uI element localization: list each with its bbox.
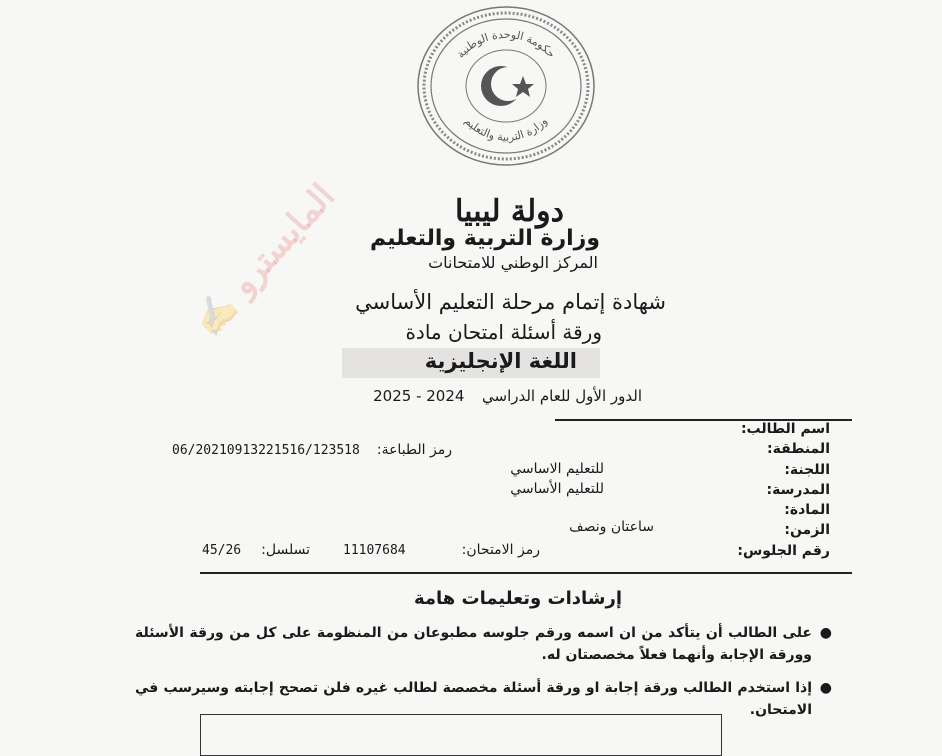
- government-seal-icon: [415, 4, 597, 168]
- round-label: الدور الأول للعام الدراسي: [482, 387, 642, 405]
- print-code-label: رمز الطباعة:: [376, 442, 452, 458]
- svg-text:وزارة التربية والتعليم: وزارة التربية والتعليم: [462, 114, 550, 144]
- student-name-label: اسم الطالب:: [740, 421, 830, 437]
- bullet-icon: ●: [819, 680, 832, 696]
- time-label: الزمن:: [784, 522, 830, 538]
- state-name: دولة ليبيا: [455, 194, 564, 229]
- exam-code-value: 11107684: [343, 543, 406, 558]
- instructions-title: إرشادات وتعليمات هامة: [413, 588, 622, 609]
- instruction-item: [135, 622, 832, 666]
- school-label: المدرسة:: [766, 482, 830, 498]
- instruction-text: على الطالب أن يتأكد من ان اسمه ورقم جلوسه مطبوعان من المنظومة على كل من ورقة الأسئلة وورقة الإجابة وأنهما فعلاً مخصصتان له.: [135, 625, 812, 663]
- time-value: ساعتان ونصف: [569, 519, 654, 535]
- watermark: المايسترو ✍: [186, 176, 343, 344]
- region-label: المنطقة:: [767, 441, 830, 457]
- serial-label: تسلسل:: [261, 542, 310, 558]
- subject-name: اللغة الإنجليزية: [424, 349, 577, 373]
- committee-label: اللجنة:: [784, 462, 830, 478]
- exam-center-name: المركز الوطني للامتحانات: [428, 253, 598, 272]
- academic-year: 2025 - 2024: [373, 387, 465, 405]
- certificate-subtitle: ورقة أسئلة امتحان مادة: [405, 320, 602, 344]
- print-code-value: 06/20210913221516/123518: [172, 443, 360, 458]
- bullet-icon: ●: [819, 625, 832, 641]
- committee-value: للتعليم الاساسي: [510, 461, 604, 477]
- subject-label: المادة:: [784, 502, 830, 518]
- exam-code-label: رمز الامتحان:: [461, 542, 540, 558]
- instruction-text: إذا استخدم الطالب ورقة إجابة او ورقة أسئلة مخصصة لطالب غيره فلن تصحح إجابته وسيرسب في الامتحان.: [135, 680, 812, 718]
- svg-text:حكومة الوحدة الوطنية: حكومة الوحدة الوطنية: [453, 27, 559, 61]
- ministry-name: وزارة التربية والتعليم: [370, 226, 600, 251]
- serial-value: 45/26: [202, 543, 242, 558]
- exam-round: [373, 387, 642, 405]
- school-value: للتعليم الأساسي: [510, 481, 604, 497]
- seat-number-label: رقم الجلوس:: [737, 543, 830, 559]
- certificate-title: شهادة إتمام مرحلة التعليم الأساسي: [355, 290, 666, 314]
- answer-box: [200, 714, 722, 756]
- bottom-divider: [200, 572, 852, 574]
